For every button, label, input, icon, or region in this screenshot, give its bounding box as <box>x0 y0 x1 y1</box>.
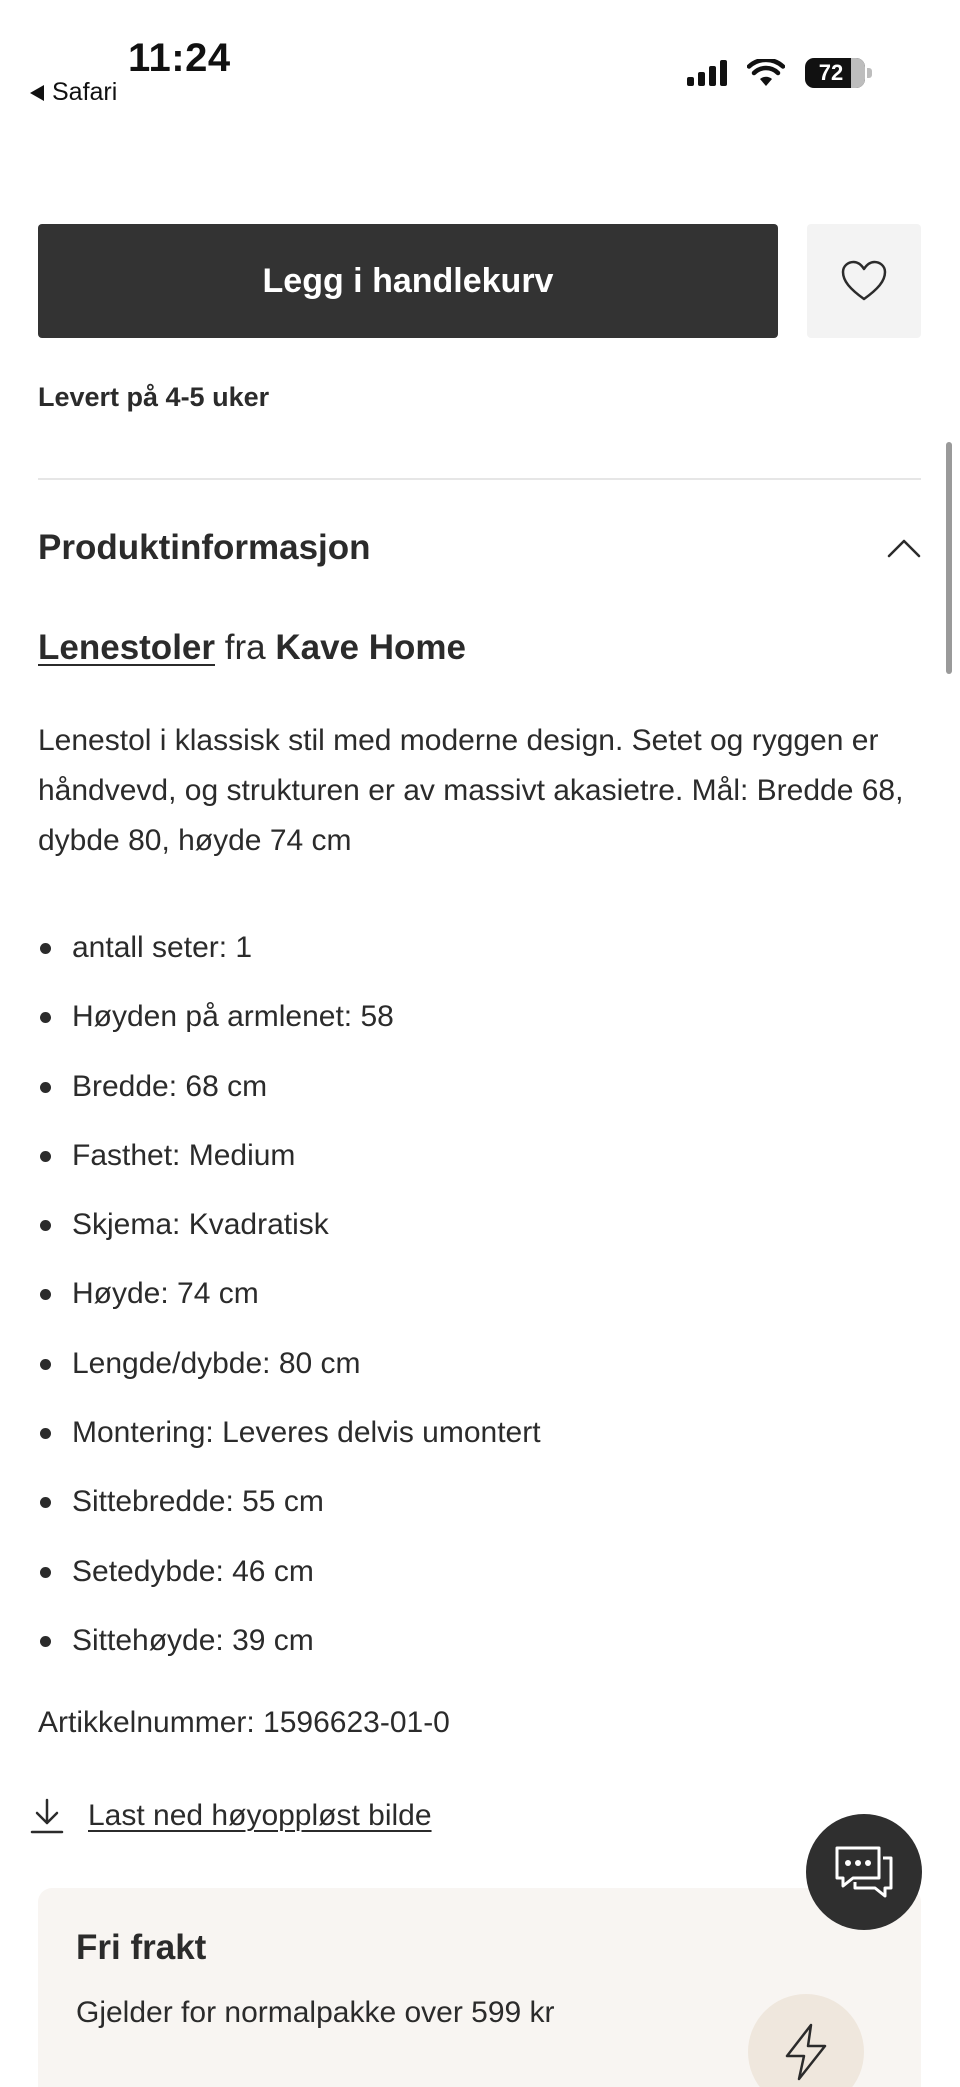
battery-level: 72 <box>818 60 844 85</box>
brand-name: Kave Home <box>275 628 466 667</box>
status-time: 11:24 <box>128 36 231 80</box>
cellular-signal-icon <box>687 60 727 86</box>
spec-item: Setedybde: 46 cm <box>38 1542 541 1611</box>
chevron-up-icon[interactable] <box>887 538 921 558</box>
download-image-link[interactable] <box>30 1798 432 1834</box>
spec-item: antall seter: 1 <box>38 918 541 987</box>
free-shipping-description: Gjelder for normalpakke over 599 kr <box>76 1996 555 2029</box>
article-number: Artikkelnummer: 1596623-01-0 <box>38 1706 450 1739</box>
spec-item: Lengde/dybde: 80 cm <box>38 1334 541 1403</box>
product-info-header[interactable] <box>38 528 921 568</box>
download-label: Last ned høyoppløst bilde <box>88 1799 432 1832</box>
spec-item: Bredde: 68 cm <box>38 1057 541 1126</box>
spec-item: Høyden på armlenet: 58 <box>38 987 541 1056</box>
category-link[interactable]: Lenestoler <box>38 628 215 667</box>
spec-item: Montering: Leveres delvis umontert <box>38 1403 541 1472</box>
product-description: Lenestol i klassisk stil med moderne design. Setet og ryggen er håndvevd, og strukturen er av massivt akasietre. Mål: Bredde 68, dybde 80, høyde 74 cm <box>38 724 904 857</box>
battery-tip <box>867 68 872 78</box>
spec-item: Sittebredde: 55 cm <box>38 1472 541 1541</box>
lightning-badge <box>748 1994 864 2087</box>
status-indicators <box>687 58 872 88</box>
chat-icon <box>833 1844 895 1900</box>
wifi-icon <box>747 59 785 87</box>
delivery-time: Levert på 4-5 uker <box>38 382 270 412</box>
chat-button[interactable] <box>806 1814 922 1930</box>
lightning-icon <box>781 2022 831 2082</box>
favorite-button[interactable] <box>807 224 921 338</box>
spec-item: Skjema: Kvadratisk <box>38 1195 541 1264</box>
free-shipping-card <box>38 1888 921 2087</box>
download-icon <box>30 1798 64 1834</box>
battery-icon <box>805 58 865 88</box>
spec-item: Fasthet: Medium <box>38 1126 541 1195</box>
back-label: Safari <box>52 78 118 106</box>
category-brand-line <box>38 628 466 668</box>
heart-icon <box>840 259 888 303</box>
spec-item: Høyde: 74 cm <box>38 1264 541 1333</box>
add-to-cart-button[interactable]: Legg i handlekurv <box>38 224 778 338</box>
back-to-safari-link[interactable] <box>30 78 117 107</box>
product-info-title: Produktinformasjon <box>38 528 371 567</box>
spec-item: Sittehøyde: 39 cm <box>38 1611 541 1680</box>
free-shipping-title: Fri frakt <box>76 1928 207 1967</box>
from-word: fra <box>224 628 266 667</box>
scrollbar[interactable] <box>946 442 952 674</box>
spec-list <box>38 918 541 1680</box>
section-divider <box>38 478 921 480</box>
back-arrow-icon <box>30 85 44 101</box>
status-bar <box>0 0 960 120</box>
